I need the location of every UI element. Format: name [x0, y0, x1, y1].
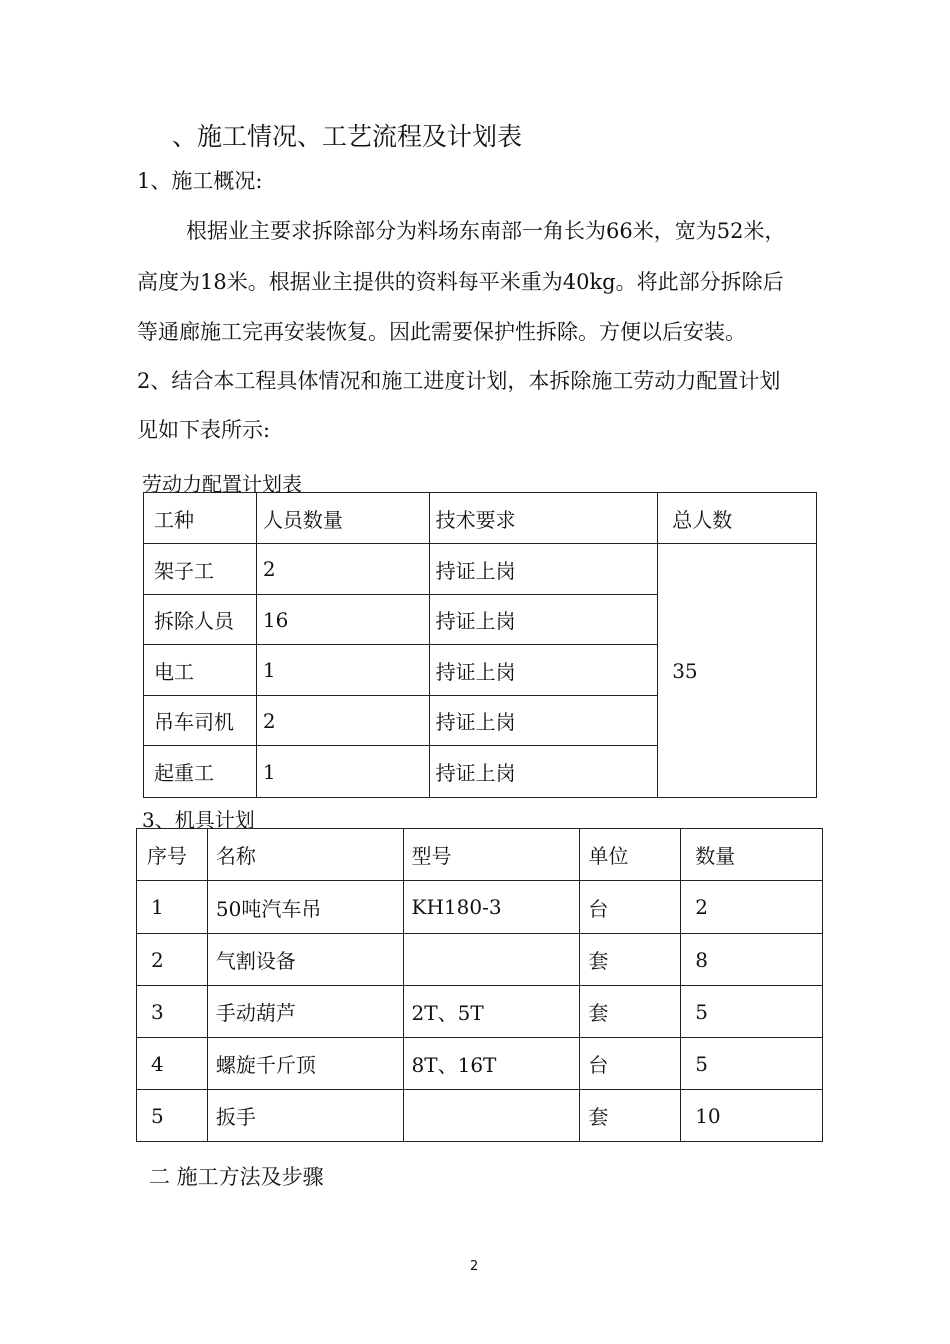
header-cell: 总人数	[658, 493, 817, 544]
table-cell: 4	[137, 1038, 208, 1090]
table-cell: KH180-3	[403, 881, 580, 934]
table-cell: 8T、16T	[403, 1038, 580, 1090]
table-cell: 2	[256, 696, 429, 746]
table-row	[137, 934, 823, 986]
paragraph-line: 2、结合本工程具体情况和施工进度计划，本拆除施工劳动力配置计划	[137, 369, 781, 393]
table-cell: 螺旋千斤顶	[207, 1038, 403, 1090]
header-cell: 序号	[137, 829, 208, 881]
table-cell: 扳手	[207, 1090, 403, 1142]
table-row	[137, 1038, 823, 1090]
table-cell: 电工	[144, 645, 257, 696]
page-number: 2	[470, 1259, 479, 1274]
total-cell: 35	[658, 544, 817, 798]
header-cell: 工种	[144, 493, 257, 544]
header-cell: 数量	[681, 829, 823, 881]
table-cell: 气割设备	[207, 934, 403, 986]
section-title: 二 施工方法及步骤	[149, 1165, 324, 1189]
table-cell: 起重工	[144, 746, 257, 798]
table-cell: 1	[137, 881, 208, 934]
table-row	[137, 986, 823, 1038]
table-cell: 套	[580, 1090, 681, 1142]
table-cell: 16	[256, 595, 429, 645]
section-title: 、施工情况、工艺流程及计划表	[172, 122, 523, 151]
header-cell: 人员数量	[256, 493, 429, 544]
table-cell: 拆除人员	[144, 595, 257, 645]
equipment-table-caption: 3、机具计划	[142, 808, 255, 832]
header-cell: 技术要求	[429, 493, 658, 544]
paragraph-line: 高度为18米。根据业主提供的资料每平米重为40kg。将此部分拆除后	[137, 270, 784, 294]
table-cell: 3	[137, 986, 208, 1038]
table-cell: 套	[580, 986, 681, 1038]
header-cell: 型号	[403, 829, 580, 881]
table-cell: 2T、5T	[403, 986, 580, 1038]
table-cell: 5	[681, 986, 823, 1038]
table-cell: 8	[681, 934, 823, 986]
table-cell: 10	[681, 1090, 823, 1142]
table-cell	[403, 1090, 580, 1142]
table-row	[137, 881, 823, 934]
table-cell: 1	[256, 746, 429, 798]
table-cell: 台	[580, 1038, 681, 1090]
table-cell: 2	[681, 881, 823, 934]
table-cell	[403, 934, 580, 986]
table-cell: 5	[681, 1038, 823, 1090]
table-cell: 持证上岗	[429, 595, 658, 645]
subsection-title: 1、施工概况:	[137, 169, 263, 193]
paragraph-line: 见如下表所示:	[137, 418, 271, 442]
table-cell: 2	[137, 934, 208, 986]
table-cell: 套	[580, 934, 681, 986]
table-cell: 2	[256, 544, 429, 595]
table-cell: 架子工	[144, 544, 257, 595]
table-cell: 5	[137, 1090, 208, 1142]
table-cell: 台	[580, 881, 681, 934]
table-cell: 持证上岗	[429, 645, 658, 696]
labor-table-caption: 劳动力配置计划表	[142, 472, 302, 496]
table-row	[144, 544, 817, 595]
table-cell: 手动葫芦	[207, 986, 403, 1038]
table-row	[137, 1090, 823, 1142]
table-cell: 吊车司机	[144, 696, 257, 746]
table-cell: 50吨汽车吊	[207, 881, 403, 934]
table-cell: 持证上岗	[429, 746, 658, 798]
header-cell: 名称	[207, 829, 403, 881]
paragraph-line: 根据业主要求拆除部分为料场东南部一角长为66米，宽为52米，	[186, 219, 786, 243]
equipment-table	[136, 828, 823, 1142]
header-cell: 单位	[580, 829, 681, 881]
paragraph-line: 等通廊施工完再安装恢复。因此需要保护性拆除。方便以后安装。	[137, 320, 746, 344]
table-cell: 持证上岗	[429, 544, 658, 595]
table-header-row	[144, 493, 817, 544]
table-header-row	[137, 829, 823, 881]
table-cell: 1	[256, 645, 429, 696]
table-cell: 持证上岗	[429, 696, 658, 746]
labor-table	[143, 492, 817, 798]
